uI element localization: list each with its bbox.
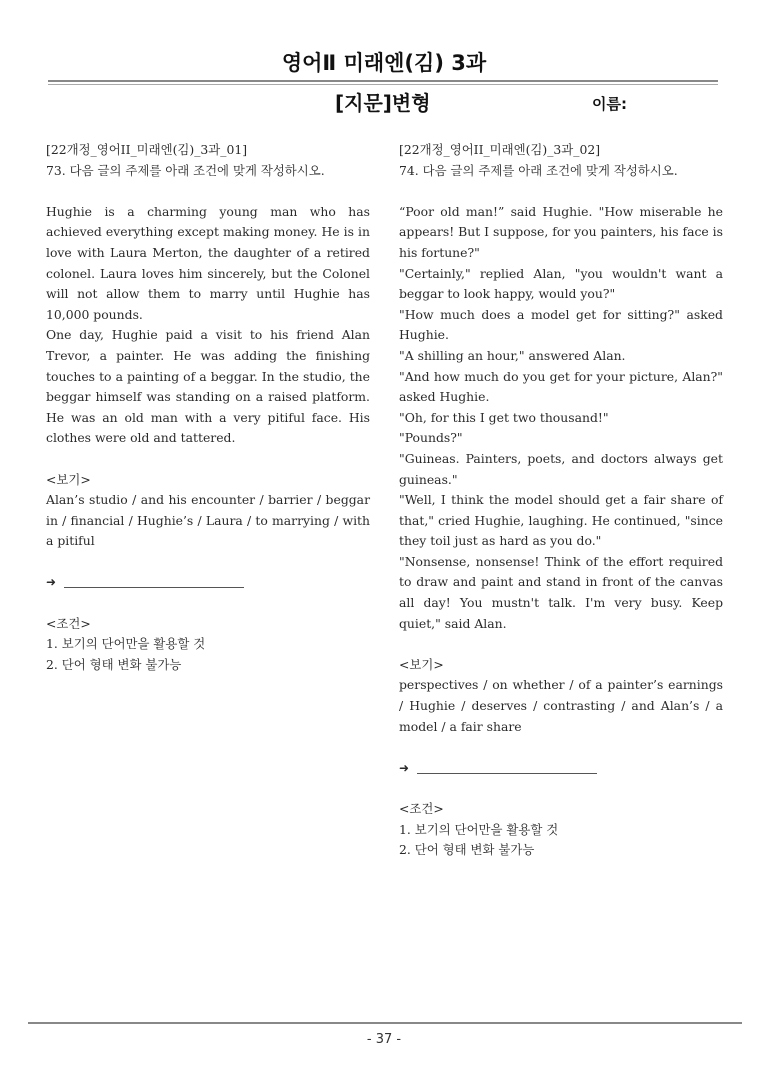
footer-divider: [28, 1022, 742, 1024]
passage-paragraph: "Oh, for this I get two thousand!": [399, 409, 609, 425]
question-code: [22개정_영어II_미래엔(김)_3과_01]: [46, 142, 248, 157]
condition-item: 2. 단어 형태 변화 불가능: [46, 656, 182, 672]
passage-paragraph: “Poor old man!” said Hughie. "How miserable he appears! But I suppose, for you painters, his face is his fortune?": [399, 203, 724, 260]
word-bank-label: <보기>: [46, 471, 91, 487]
question-prompt: 73. 다음 글의 주제를 아래 조건에 맞게 작성하시오.: [46, 162, 325, 178]
page-title: 영어Ⅱ 미래엔(김) 3과: [281, 51, 487, 75]
header-divider-thin: [48, 84, 718, 85]
passage-paragraph: "How much does a model get for sitting?" asked Hughie.: [399, 306, 723, 343]
arrow-icon: ➜: [46, 575, 57, 590]
passage-paragraph: "A shilling an hour," answered Alan.: [399, 347, 626, 363]
word-bank: perspectives / on whether / of a painter’s earnings / Hughie / deserves / contrasting / and Alan’s / a model / a fair share: [399, 677, 723, 734]
passage-paragraph: "Guineas. Painters, poets, and doctors always get guineas.": [399, 450, 723, 487]
condition-item: 1. 보기의 단어만을 활용할 것: [46, 636, 206, 652]
passage-paragraph: "Pounds?": [399, 430, 463, 446]
passage-paragraph: "And how much do you get for your picture, Alan?" asked Hughie.: [399, 368, 723, 405]
page-number: - 37 -: [366, 1032, 402, 1047]
conditions-label: <조건>: [46, 615, 91, 631]
word-bank: Alan’s studio / and his encounter / barrier / beggar in / financial / Hughie’s / Laura / to marrying / with a pitiful: [46, 492, 370, 549]
passage: [399, 202, 723, 634]
condition-item: 2. 단어 형태 변화 불가능: [399, 842, 535, 858]
answer-area[interactable]: [46, 572, 370, 593]
answer-blank[interactable]: [417, 763, 597, 774]
header-divider: [48, 80, 718, 82]
name-label: 이름:: [592, 95, 627, 113]
passage-paragraph: "Nonsense, nonsense! Think of the effort required to draw and paint and stand in front of the canvas all day! You mustn't talk. I'm very busy. Keep quiet," said Alan.: [399, 553, 723, 631]
question-code: [22개정_영어II_미래엔(김)_3과_02]: [399, 142, 601, 157]
condition-item: 1. 보기의 단어만을 활용할 것: [399, 821, 559, 837]
passage-paragraph: One day, Hughie paid a visit to his friend Alan Trevor, a painter. He was adding the finishing touches to a painting of a beggar. In the studio, the beggar himself was standing on a raised platform. He was an old man with a very pitiful face. His clothes were old and tattered.: [46, 327, 370, 446]
passage-paragraph: "Certainly," replied Alan, "you wouldn't want a beggar to look happy, would you?": [399, 265, 723, 302]
conditions-label: <조건>: [399, 801, 444, 816]
subtitle: [지문]변형: [335, 91, 431, 115]
question-prompt: 74. 다음 글의 주제를 아래 조건에 맞게 작성하시오.: [399, 162, 678, 178]
word-bank-label: <보기>: [399, 656, 444, 672]
arrow-icon: ➜: [399, 760, 410, 775]
passage: [46, 202, 370, 449]
passage-paragraph: "Well, I think the model should get a fair share of that," cried Hughie, laughing. He continued, "since they toil just as hard as you do.": [399, 492, 723, 549]
passage-paragraph: Hughie is a charming young man who has achieved everything except making money. He is in love with Laura Merton, the daughter of a retired colonel. Laura loves him sincerely, but the Colonel will not allow them to marry until Hughie has 10,000 pounds.: [46, 203, 370, 322]
answer-blank[interactable]: [64, 577, 244, 588]
question-73-column: [46, 140, 370, 675]
answer-area[interactable]: [399, 758, 723, 779]
question-74-column: [399, 140, 723, 861]
